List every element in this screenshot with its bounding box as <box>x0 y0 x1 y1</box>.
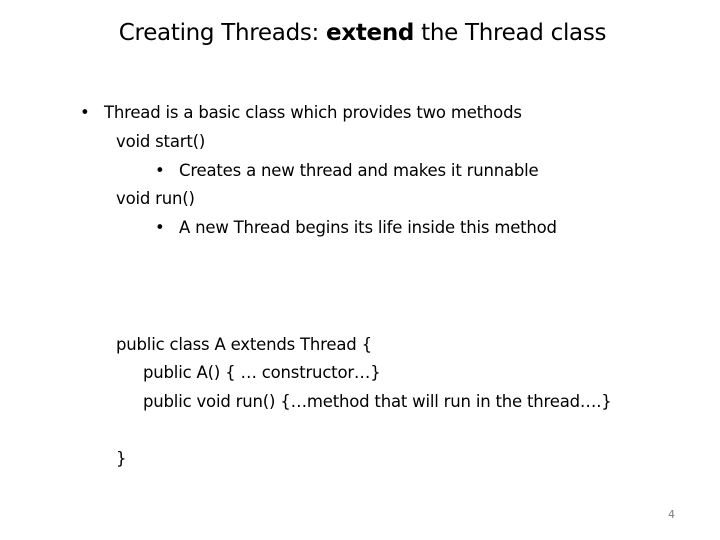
title-suffix: the Thread class <box>414 20 607 46</box>
bullet-icon: • <box>155 218 165 237</box>
bullet-main <box>80 102 522 124</box>
bullet-icon: • <box>155 161 165 180</box>
title-emphasis: extend <box>326 20 415 46</box>
bullet-icon: • <box>80 103 90 122</box>
page-number: 4 <box>668 508 675 521</box>
bullet-main-text: Thread is a basic class which provides two methods <box>104 103 522 122</box>
code-line-3: public void run() {…method that will run in the thread….} <box>143 392 612 411</box>
title-prefix: Creating Threads: <box>118 20 327 46</box>
code-line-4: } <box>116 449 127 468</box>
method-run: void run() <box>116 189 195 208</box>
code-line-2: public A() { … constructor…} <box>143 363 381 382</box>
sub-bullet-start <box>155 160 539 182</box>
slide-title <box>0 16 720 50</box>
method-start: void start() <box>116 132 206 151</box>
sub-bullet-start-text: Creates a new thread and makes it runnable <box>179 161 539 180</box>
sub-bullet-run <box>155 217 557 239</box>
sub-bullet-run-text: A new Thread begins its life inside this method <box>179 218 557 237</box>
code-line-1: public class A extends Thread { <box>116 335 372 354</box>
